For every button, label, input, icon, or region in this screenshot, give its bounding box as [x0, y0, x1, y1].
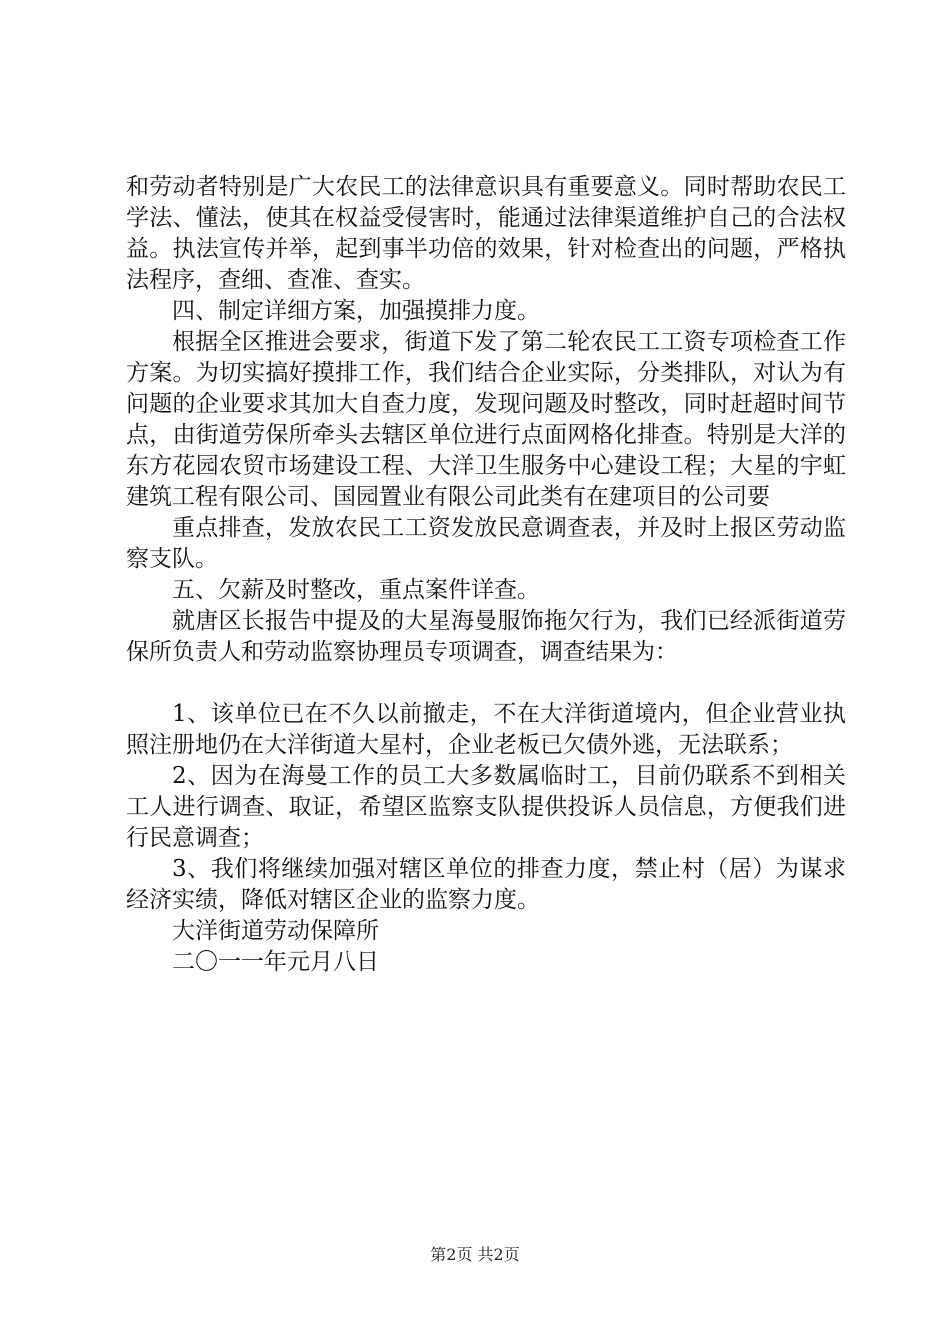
paragraph: 重点排查，发放农民工工资发放民意调查表，并及时上报区劳动监察支队。	[126, 515, 846, 572]
blank-line	[126, 668, 846, 699]
list-item-1: 1、该单位已在不久以前撤走，不在大洋街道境内，但企业营业执照注册地仍在大洋街道大星村，企业老板已欠债外逃，无法联系；	[126, 701, 846, 758]
section-heading-4: 四、制定详细方案，加强摸排力度。	[172, 298, 540, 324]
section-heading-5: 五、欠薪及时整改，重点案件详查。	[172, 577, 540, 603]
paragraph: 就唐区长报告中提及的大星海曼服饰拖欠行为，我们已经派街道劳保所负责人和劳动监察协理员专项调查，调查结果为：	[126, 608, 846, 665]
paragraph: 和劳动者特别是广大农民工的法律意识具有重要意义。同时帮助农民工学法、懂法，使其在权益受侵害时，能通过法律渠道维护自己的合法权益。执法宣传并举，起到事半功倍的效果，针对检查出的问题，严格执法程序，查细、查准、查实。	[126, 174, 846, 293]
list-item-2: 2、因为在海曼工作的员工大多数属临时工，目前仍联系不到相关工人进行调查、取证，希望区监察支队提供投诉人员信息，方便我们进行民意调查；	[126, 763, 846, 851]
document-body	[126, 172, 846, 978]
page-footer: 第2页 共2页	[430, 1245, 520, 1264]
paragraph: 根据全区推进会要求，街道下发了第二轮农民工工资专项检查工作方案。为切实搞好摸排工作，我们结合企业实际，分类排队，对认为有问题的企业要求其加大自查力度，发现问题及时整改，同时赶超时间节点，由街道劳保所牵头去辖区单位进行点面网格化排查。特别是大洋的东方花园农贸市场建设工程、大洋卫生服务中心建设工程；大星的宇虹建筑工程有限公司、国园置业有限公司此类有在建项目的公司要	[126, 329, 846, 510]
list-item-3: 3、我们将继续加强对辖区单位的排查力度，禁止村（居）为谋求经济实绩，降低对辖区企业的监察力度。	[126, 856, 846, 913]
signature-date: 二〇一一年元月八日	[172, 949, 379, 975]
signature-organization: 大洋街道劳动保障所	[172, 918, 379, 944]
